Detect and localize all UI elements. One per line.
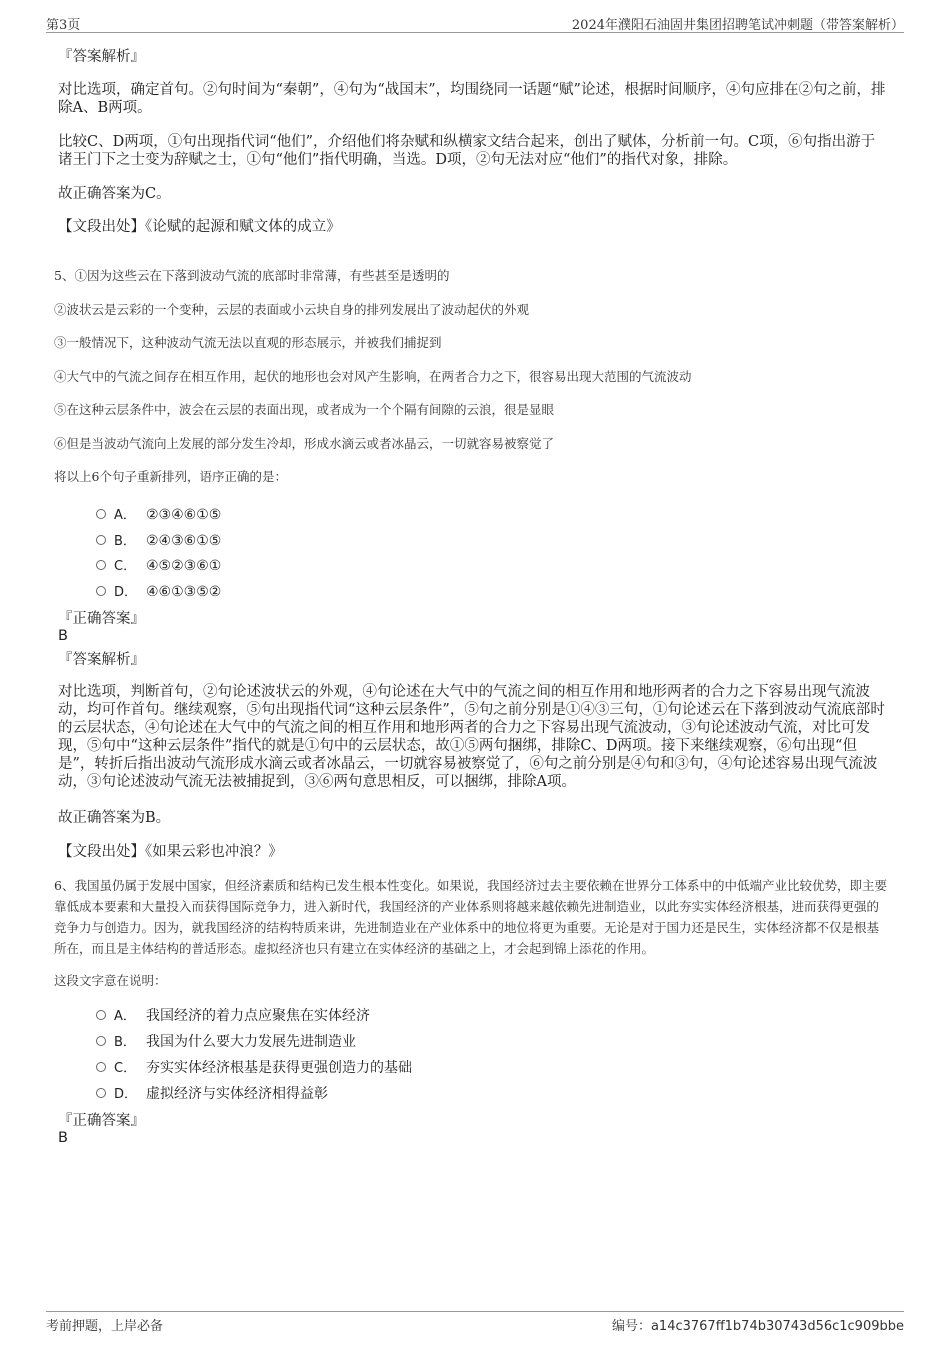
q6-option-d[interactable]: D． 虚拟经济与实体经济相得益彰 xyxy=(96,1085,328,1104)
q5-answer-heading: 『正确答案』 xyxy=(58,611,145,627)
page-number: 第3页 xyxy=(46,18,81,33)
q5-source: 【文段出处】《如果云彩也冲浪？》 xyxy=(58,844,283,860)
q5-sentence-3: ③一般情况下，这种波动气流无法以直观的形态展示，并被我们捕捉到 xyxy=(54,335,442,350)
q6-option-b[interactable]: B． 我国为什么要大力发展先进制造业 xyxy=(96,1033,356,1052)
q5-analysis-heading: 『答案解析』 xyxy=(58,652,145,668)
q6-option-a[interactable]: A． 我国经济的着力点应聚焦在实体经济 xyxy=(96,1007,370,1026)
radio-icon[interactable] xyxy=(96,1036,106,1046)
q5-option-b[interactable]: B． ②④③⑥①⑤ xyxy=(96,532,221,551)
radio-icon[interactable] xyxy=(96,560,106,570)
q5-analysis: 对比选项，判断首句，②句论述波状云的外观，④句论述在大气中的气流之间的相互作用和地形两者的合力之下容易出现气流波动，均可作首句。继续观察，⑤句出现指代词“这种云层条件”，⑤句之前分别是①④③三句，①句论述云在下落到波动气流底部时的云层状态，④句论述在大气中的气流之间的相互作用和地形两者的合力之下容易出现气流波动，③句论述波动气流，对比可发现，⑤句中“这种云层条件”指代的就是①句中的云层状态，故①⑤两句捆绑，排除C、D两项。接下来继续观察，⑥句出现“但是”，转折后指出波动气流形成水滴云或者冰晶云，一切就容易被察觉了，⑥句之前分别是④句和③句，④句论述容易出现气流波动，③句论述波动气流无法被捕捉到，③⑥两句意思相反，可以捆绑，排除A项。 xyxy=(58,684,885,790)
q5-conclusion: 故正确答案为B。 xyxy=(58,810,171,826)
radio-icon[interactable] xyxy=(96,1088,106,1098)
q5-option-a[interactable]: A． ②③④⑥①⑤ xyxy=(96,506,221,525)
document-code: 编号：a14c3767ff1b74b30743d56c1c909bbe xyxy=(611,1319,904,1334)
q4-analysis-paragraph-1: 对比选项，确定首句。②句时间为“秦朝”，④句为“战国末”，均围绕同一话题“赋”论述，根据时间顺序，④句应排在②句之前，排除A、B两项。 xyxy=(58,82,886,116)
q5-sentence-5: ⑤在这种云层条件中，波会在云层的表面出现，或者成为一个个隔有间隙的云浪，很是显眼 xyxy=(54,402,555,417)
q6-stem: 6、我国虽仍属于发展中国家，但经济素质和结构已发生根本性变化。如果说，我国经济过去主要依赖在世界分工体系中的中低端产业比较优势，即主要靠低成本要素和大量投入而获得国际竞争力，进入新时代，我国经济的产业体系则将越来越依赖先进制造业，以此夯实实体经济根基，进而获得更强的竞争力与创造力。因为，就我国经济的结构特质来讲，先进制造业在产业体系中的地位将更为重要。无论是对于国力还是民生，实体经济都不仅是根基所在，而且是主体结构的普适形态。虚拟经济也只有建立在实体经济的基础之上，才会起到锦上添花的作用。 xyxy=(54,878,887,956)
q6-answer: B xyxy=(58,1130,68,1146)
radio-icon[interactable] xyxy=(96,1010,106,1020)
q4-source: 【文段出处】《论赋的起源和赋文体的成立》 xyxy=(58,219,341,235)
q5-sentence-2: ②波状云是云彩的一个变种，云层的表面或小云块自身的排列发展出了波动起伏的外观 xyxy=(54,302,530,317)
q5-sentence-4: ④大气中的气流之间存在相互作用，起伏的地形也会对风产生影响，在两者合力之下，很容易出现大范围的气流波动 xyxy=(54,369,692,384)
q4-analysis-paragraph-2: 比较C、D两项，①句出现指代词“他们”，介绍他们将杂赋和纵横家文结合起来，创出了赋体，分析前一句。C项，⑥句指出游于诸王门下之士变为辞赋之士，①句“他们”指代明确，当选。D项，②句无法对应“他们”的指代对象，排除。 xyxy=(58,134,876,168)
q5-sentence-6: ⑥但是当波动气流向上发展的部分发生冷却，形成水滴云或者冰晶云，一切就容易被察觉了 xyxy=(54,436,555,451)
footer-slogan: 考前押题，上岸必备 xyxy=(46,1319,164,1334)
q5-prompt: 将以上6个句子重新排列，语序正确的是： xyxy=(54,469,287,484)
page-footer xyxy=(46,1311,904,1336)
q6-prompt: 这段文字意在说明： xyxy=(54,973,167,988)
radio-icon[interactable] xyxy=(96,586,106,596)
q4-conclusion: 故正确答案为C。 xyxy=(58,186,171,202)
q5-answer: B xyxy=(58,628,68,644)
q4-analysis-heading: 『答案解析』 xyxy=(58,49,145,65)
q5-option-c[interactable]: C． ④⑤②③⑥① xyxy=(96,557,221,576)
document-title: 2024年濮阳石油固井集团招聘笔试冲刺题（带答案解析） xyxy=(571,18,904,33)
q5-option-d[interactable]: D． ④⑥①③⑤② xyxy=(96,583,221,602)
radio-icon[interactable] xyxy=(96,509,106,519)
radio-icon[interactable] xyxy=(96,1062,106,1072)
page-header xyxy=(46,12,904,33)
q6-answer-heading: 『正确答案』 xyxy=(58,1113,145,1129)
radio-icon[interactable] xyxy=(96,535,106,545)
q6-option-c[interactable]: C． 夯实实体经济根基是获得更强创造力的基础 xyxy=(96,1059,412,1078)
q5-sentence-1: 5、①因为这些云在下落到波动气流的底部时非常薄，有些甚至是透明的 xyxy=(54,268,450,283)
